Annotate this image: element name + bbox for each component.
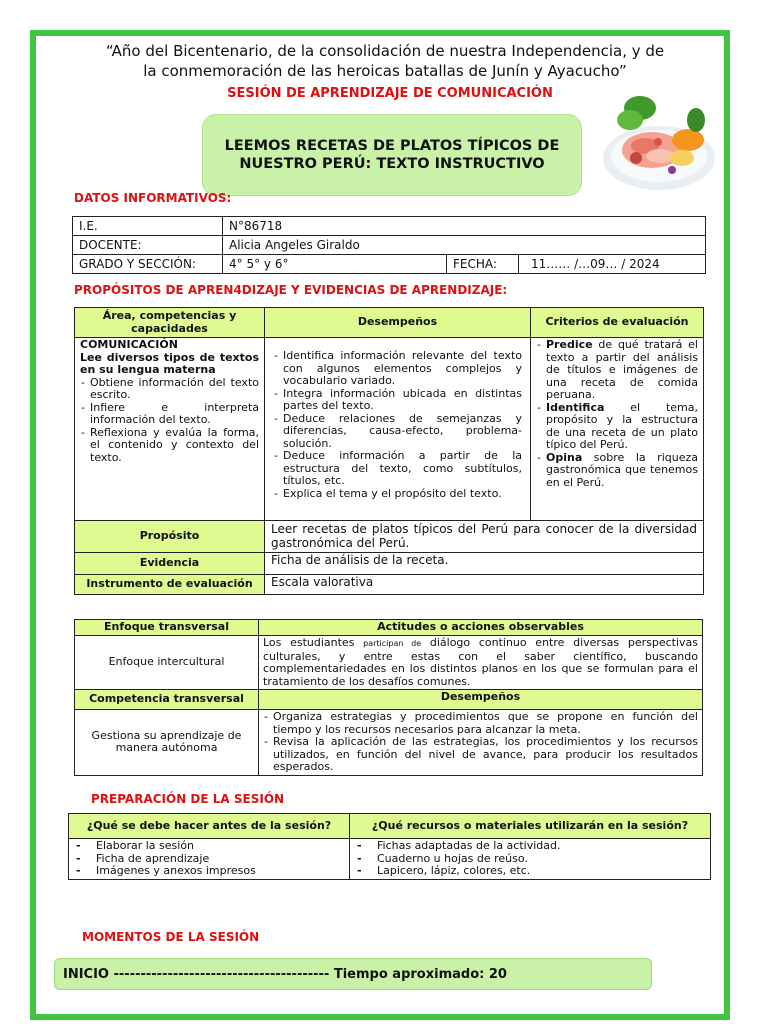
propositos-table bbox=[74, 307, 704, 595]
list-item bbox=[536, 402, 698, 452]
list-item: - Deduce relaciones de semejanzas y diferencias, causa-efecto, problema-solución. bbox=[273, 413, 522, 451]
enfoque-text-small: participan de bbox=[363, 639, 422, 648]
grado-value: 4° 5° y 6° bbox=[223, 255, 447, 274]
propositos-label: PROPÓSITOS DE APREN4DIZAJE Y EVIDENCIAS DE APRENDIZAJE: bbox=[74, 283, 508, 297]
col-competencia: Competencia transversal bbox=[75, 690, 259, 710]
table-row bbox=[75, 710, 703, 776]
docente-value: Alicia Angeles Giraldo bbox=[223, 236, 706, 255]
enfoque-description bbox=[259, 636, 703, 690]
competencia-name: Gestiona su aprendizaje de manera autónoma bbox=[75, 710, 259, 776]
preparacion-label: PREPARACIÓN DE LA SESIÓN bbox=[91, 792, 285, 806]
motto-line-1: “Año del Bicentenario, de la consolidación de nuestra Independencia, y de bbox=[105, 42, 665, 60]
ie-value: N°86718 bbox=[223, 217, 706, 236]
capacidades-list bbox=[80, 377, 259, 465]
evidencia-value: Ficha de análisis de la receta. bbox=[265, 553, 704, 575]
enfoque-text: Los estudiantes bbox=[263, 636, 364, 649]
list-item: - Identifica información relevante del texto con algunos elementos complejos y vocabulario variado. bbox=[273, 350, 522, 388]
antes-cell bbox=[69, 839, 350, 880]
datos-informativos-label: DATOS INFORMATIVOS: bbox=[74, 191, 232, 205]
col-desempenos-transversal: Desempeños bbox=[259, 690, 703, 710]
col-recursos: ¿Qué recursos o materiales utilizarán en la sesión? bbox=[350, 814, 711, 839]
col-desempenos: Desempeños bbox=[265, 308, 531, 338]
desempenos-cell bbox=[265, 338, 531, 521]
table-row bbox=[75, 553, 704, 575]
motto bbox=[40, 41, 730, 81]
table-row bbox=[73, 255, 706, 274]
list-item: - Revisa la aplicación de las estrategias, los procedimientos y los recursos utilizados, en función del nivel de avance, para producir los resultados esperados. bbox=[263, 736, 698, 774]
ceviche-dish-illustration bbox=[600, 80, 718, 198]
instrumento-value: Escala valorativa bbox=[265, 575, 704, 595]
desempenos-list bbox=[273, 350, 522, 500]
fecha-value: 11…… /…09… / 2024 bbox=[519, 255, 706, 274]
enfoque-text: diálogo continuo entre diversas perspectivas culturales, y entre estas con el saber científico, buscando complementariedades en los distintos planos en los que se formulan para el tratamiento de los desafíos comunes. bbox=[263, 636, 698, 688]
table-header-row bbox=[69, 814, 711, 839]
table-row bbox=[75, 575, 704, 595]
table-header-row bbox=[75, 690, 703, 710]
momentos-label: MOMENTOS DE LA SESIÓN bbox=[82, 930, 260, 944]
list-item: - Infiere e interpreta información del texto. bbox=[80, 402, 259, 427]
list-item: - Elaborar la sesión bbox=[70, 840, 348, 853]
list-item: - Fichas adaptadas de la actividad. bbox=[351, 840, 709, 853]
list-item: - Integra información ubicada en distintas partes del texto. bbox=[273, 388, 522, 413]
area-name: COMUNICACIÓN bbox=[80, 338, 178, 351]
list-item: - Lapicero, lápiz, colores, etc. bbox=[351, 865, 709, 878]
recursos-list bbox=[351, 840, 709, 878]
evidencia-label: Evidencia bbox=[75, 553, 265, 575]
ie-label: I.E. bbox=[73, 217, 223, 236]
list-item: - Explica el tema y el propósito del texto. bbox=[273, 488, 522, 501]
table-row bbox=[75, 338, 704, 521]
datos-informativos-table bbox=[72, 216, 706, 274]
proposito-value: Leer recetas de platos típicos del Perú para conocer de la diversidad gastronómica del Perú. bbox=[265, 521, 704, 553]
competencia-list bbox=[263, 711, 698, 774]
list-item: - Organiza estrategias y procedimientos que se propone en función del tiempo y los recursos necesarios para alcanzar la meta. bbox=[263, 711, 698, 736]
col-area: Área, competencias y capacidades bbox=[75, 308, 265, 338]
criterio-verb: Predice bbox=[546, 338, 593, 351]
list-item: - Ficha de aprendizaje bbox=[70, 853, 348, 866]
competencia-desempenos bbox=[259, 710, 703, 776]
docente-label: DOCENTE: bbox=[73, 236, 223, 255]
preparacion-table bbox=[68, 813, 711, 880]
list-item bbox=[536, 339, 698, 402]
col-criterios: Criterios de evaluación bbox=[531, 308, 704, 338]
session-topic-banner: LEEMOS RECETAS DE PLATOS TÍPICOS DE NUESTRO PERÚ: TEXTO INSTRUCTIVO bbox=[202, 114, 582, 196]
proposito-label: Propósito bbox=[75, 521, 265, 553]
criterio-text: el tema, propósito y la estructura de una receta de un plato típico del Perú. bbox=[546, 400, 698, 451]
enfoque-name: Enfoque intercultural bbox=[75, 636, 259, 690]
table-row bbox=[75, 521, 704, 553]
col-enfoque: Enfoque transversal bbox=[75, 620, 259, 636]
list-item: - Imágenes y anexos impresos bbox=[70, 865, 348, 878]
session-title: SESIÓN DE APRENDIZAJE DE COMUNICACIÓN bbox=[227, 86, 553, 101]
table-row bbox=[75, 636, 703, 690]
criterio-verb: Identifica bbox=[546, 400, 605, 414]
table-row bbox=[73, 236, 706, 255]
inicio-bar: INICIO ---------------------------------------- Tiempo aproximado: 20 bbox=[54, 958, 652, 990]
criterios-cell bbox=[531, 338, 704, 521]
antes-list bbox=[70, 840, 348, 878]
criterio-verb: Opina bbox=[546, 450, 583, 464]
motto-line-2: la conmemoración de las heroicas batallas de Junín y Ayacucho” bbox=[143, 62, 627, 80]
area-cell bbox=[75, 338, 265, 521]
criterios-list bbox=[536, 339, 698, 489]
col-actitudes: Actitudes o acciones observables bbox=[259, 620, 703, 636]
criterio-text: sobre la riqueza gastronómica que tenemos en el Perú. bbox=[546, 450, 698, 489]
list-item: - Obtiene información del texto escrito. bbox=[80, 377, 259, 402]
grado-label: GRADO Y SECCIÓN: bbox=[73, 255, 223, 274]
list-item: - Reflexiona y evalúa la forma, el contenido y contexto del texto. bbox=[80, 427, 259, 465]
table-header-row bbox=[75, 308, 704, 338]
table-row bbox=[73, 217, 706, 236]
transversal-table bbox=[74, 619, 703, 776]
col-antes: ¿Qué se debe hacer antes de la sesión? bbox=[69, 814, 350, 839]
list-item bbox=[536, 452, 698, 490]
competencia-name: Lee diversos tipos de textos en su lengua materna bbox=[80, 350, 259, 376]
criterio-text: de qué tratará el texto a partir del análisis de títulos e imágenes de una receta de comida peruana. bbox=[546, 338, 698, 401]
fecha-label: FECHA: bbox=[447, 255, 519, 274]
table-row bbox=[69, 839, 711, 880]
list-item: - Cuaderno u hojas de reúso. bbox=[351, 853, 709, 866]
table-header-row bbox=[75, 620, 703, 636]
instrumento-label: Instrumento de evaluación bbox=[75, 575, 265, 595]
recursos-cell bbox=[350, 839, 711, 880]
list-item: - Deduce información a partir de la estructura del texto, como subtítulos, títulos, etc. bbox=[273, 450, 522, 488]
